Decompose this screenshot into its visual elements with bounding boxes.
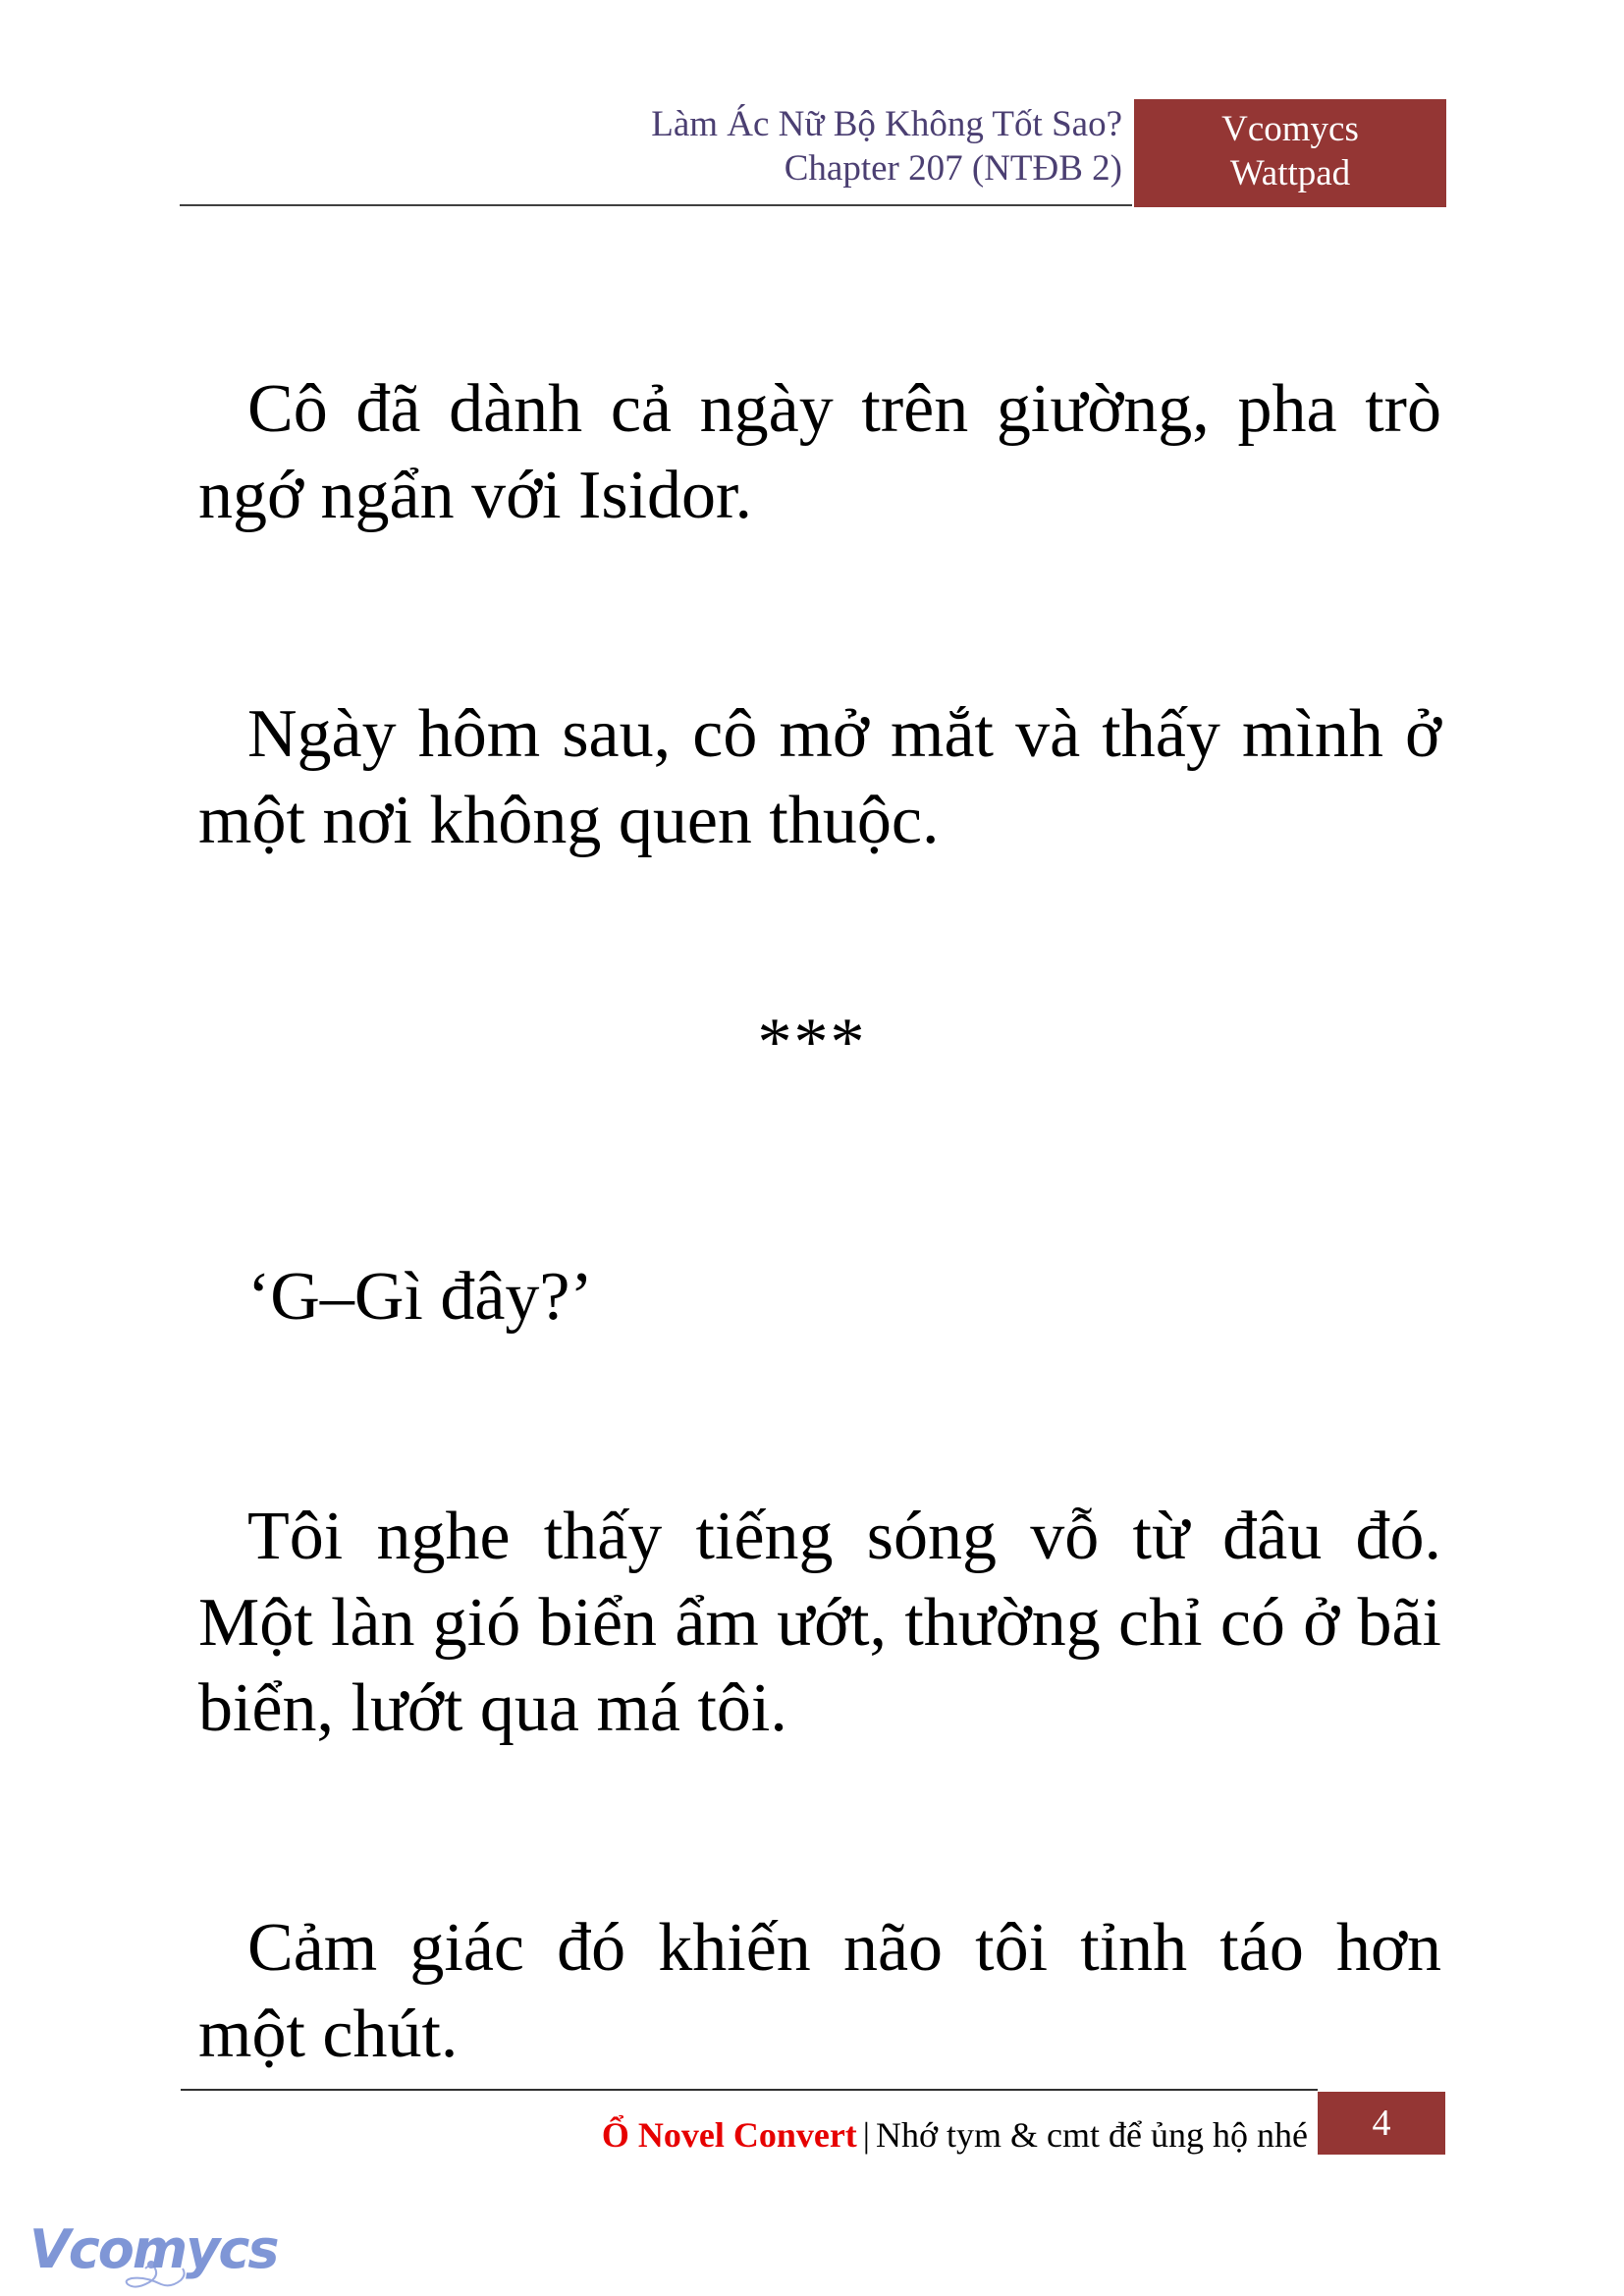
paragraph: Tôi nghe thấy tiếng sóng vỗ từ đâu đó. Một làn gió biển ẩm ướt, thường chỉ có ở bãi biển, lướt qua má tôi. bbox=[198, 1499, 1441, 1746]
header-divider bbox=[180, 204, 1132, 206]
running-header bbox=[651, 102, 1122, 191]
publisher-badge bbox=[1134, 99, 1446, 207]
footer-separator: | bbox=[862, 2115, 871, 2155]
footer-note: Nhớ tym & cmt để ủng hộ nhé bbox=[876, 2115, 1308, 2155]
paragraph: Cô đã dành cả ngày trên giường, pha trò ngớ ngẩn với Isidor. bbox=[198, 371, 1441, 533]
platform-name: Wattpad bbox=[1229, 153, 1351, 193]
page-number: 4 bbox=[1318, 2092, 1445, 2155]
paragraph: Cảm giác đó khiến não tôi tỉnh táo hơn một chút. bbox=[198, 1910, 1441, 2072]
book-title: Làm Ác Nữ Bộ Không Tốt Sao? bbox=[651, 104, 1122, 144]
chapter-title: Chapter 207 (NTĐB 2) bbox=[784, 148, 1122, 189]
footer-credit bbox=[602, 2113, 1308, 2157]
logo-text: Vcomycs bbox=[29, 2218, 278, 2280]
paragraph: Ngày hôm sau, cô mở mắt và thấy mình ở một nơi không quen thuộc. bbox=[198, 696, 1441, 858]
vcomycs-logo-icon bbox=[29, 2217, 278, 2294]
footer-divider bbox=[181, 2089, 1318, 2091]
footer-brand: Ổ Novel Convert bbox=[601, 2115, 857, 2155]
paragraph-dialogue: ‘G–Gì đây?’ bbox=[247, 1259, 593, 1335]
scene-break: *** bbox=[757, 1005, 867, 1080]
publisher-name: Vcomycs bbox=[1221, 109, 1359, 149]
